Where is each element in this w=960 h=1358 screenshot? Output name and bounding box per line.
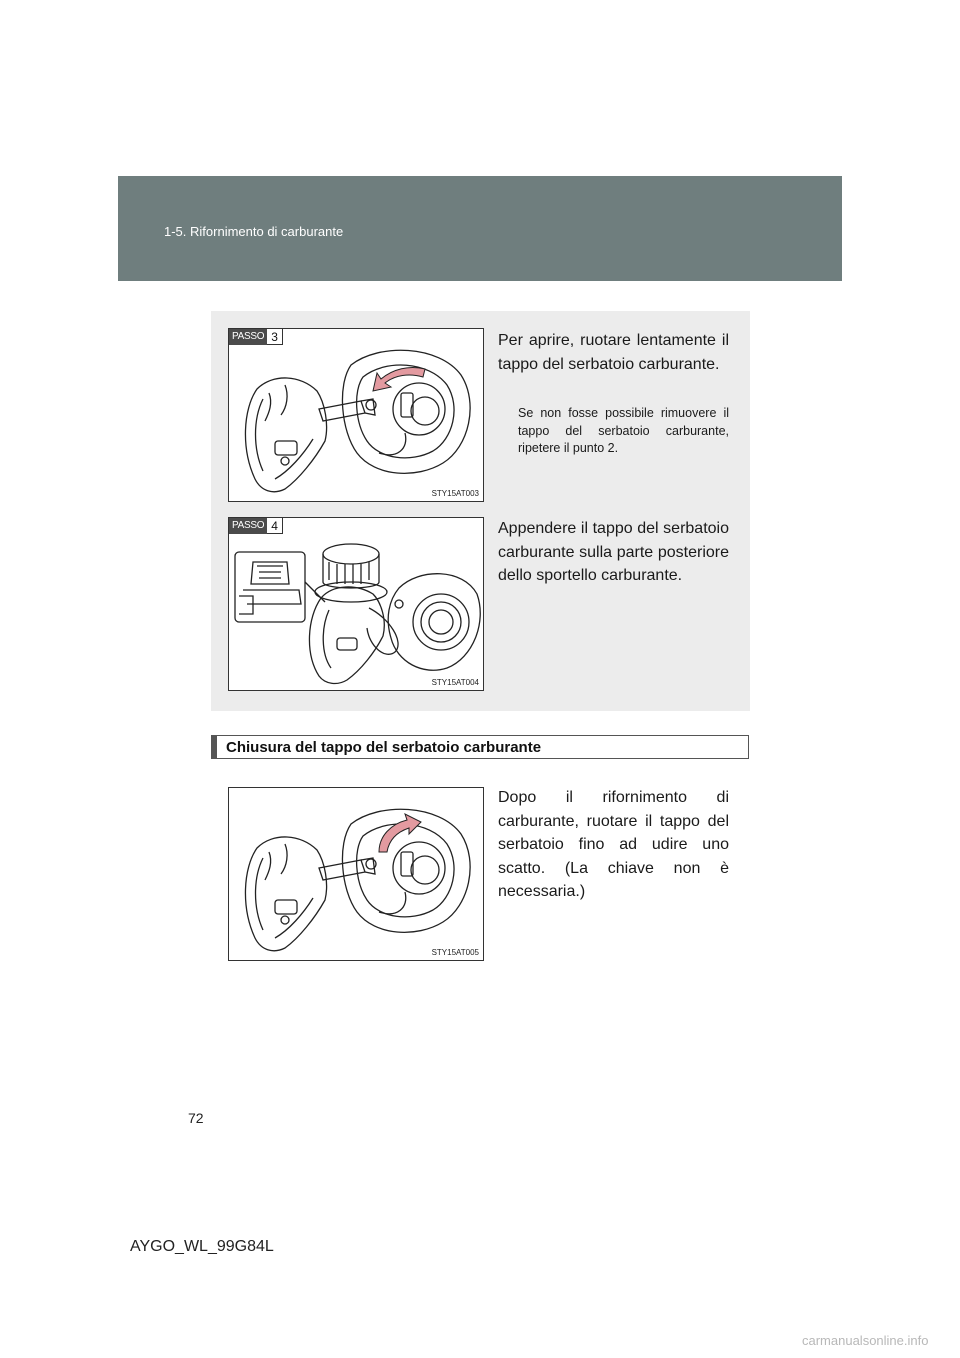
figure-code: STY15AT004 [431,678,479,687]
fuel-cap-close-illustration [229,788,484,961]
step-badge [229,329,283,345]
section-header [118,176,842,281]
section-title: 1-5. Rifornimento di carburante [164,224,344,239]
step-3-figure [228,328,484,502]
closing-section-heading [211,735,749,759]
closing-figure [228,787,484,961]
step-badge-number: 3 [267,329,283,345]
page-number: 72 [188,1110,204,1126]
step-4-text: Appendere il tappo del serbatoio carburante sulla parte posteriore dello sportello carburante. [498,520,729,584]
watermark: carmanualsonline.info [802,1333,929,1348]
document-code: AYGO_WL_99G84L [130,1238,274,1255]
step-badge [229,518,283,534]
fuel-cap-hanging-illustration [229,518,484,691]
fuel-cap-open-illustration [229,329,484,502]
step-3-note: Se non fosse possibile rimuovere il tappo del serbatoio carburante, ripetere il punto 2. [518,406,729,455]
step-badge-label: PASSO [229,329,267,345]
figure-code: STY15AT005 [431,948,479,957]
step-badge-number: 4 [267,518,283,534]
step-badge-label: PASSO [229,518,267,534]
step-4-figure [228,517,484,691]
closing-text: Dopo il rifornimento di carburante, ruotare il tappo del serbatoio fino ad udire uno scatto. (La chiave non è necessaria.) [498,789,729,900]
closing-section-title: Chiusura del tappo del serbatoio carburante [226,739,542,756]
figure-code: STY15AT003 [431,489,479,498]
step-3-text: Per aprire, ruotare lentamente il tappo del serbatoio carburante. [498,332,729,373]
heading-accent [212,736,217,758]
